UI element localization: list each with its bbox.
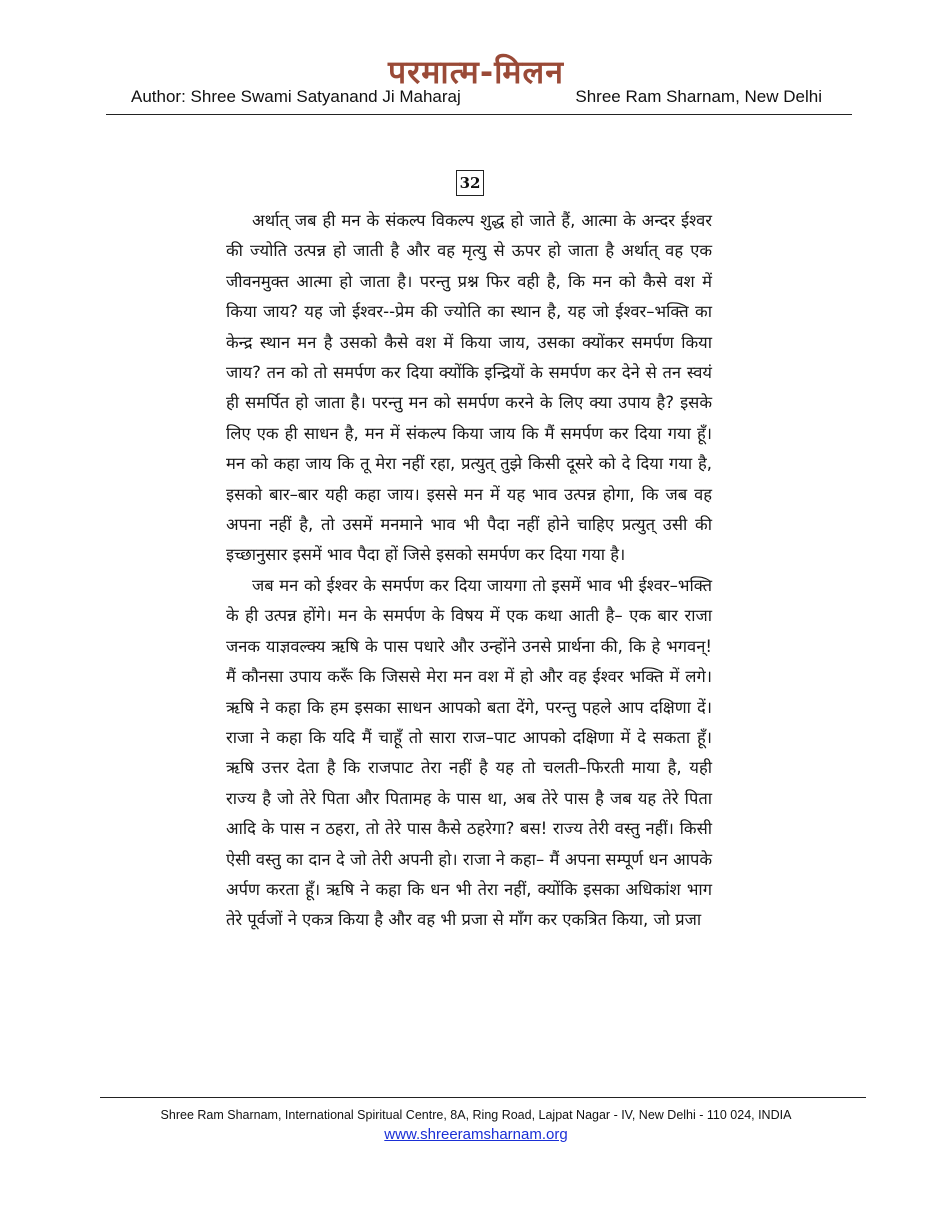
- book-title: परमात्म-मिलन: [388, 53, 564, 91]
- page-number: 32: [456, 170, 484, 196]
- author-line: Author: Shree Swami Satyanand Ji Maharaj: [131, 87, 461, 106]
- publisher-line: Shree Ram Sharnam, New Delhi: [575, 87, 822, 106]
- paragraph-1: अर्थात् जब ही मन के संकल्प विकल्प शुद्ध हो जाते हैं, आत्मा के अन्दर ईश्वर की ज्योति उत्पन्न हो जाती है और वह मृत्यु से ऊपर हो जाता है अर्थात् वह एक जीवनमुक्त आत्मा हो जाता है। परन्तु प्रश्न फिर वही है, कि मन को कैसे वश में किया जाय? यह जो ईश्वर--प्रेम की ज्योति का स्थान है, यह जो ईश्वर–भक्ति का केन्द्र स्थान मन है उसको कैसे वश में किया जाय, उसका क्योंकर समर्पण किया जाय? तन को तो समर्पण कर दिया क्योंकि इन्द्रियों के समर्पण कर देने से तन स्वयं ही समर्पित हो जाता है। परन्तु मन को समर्पण करने के लिए क्या उपाय है? इसके लिए एक ही साधन है, मन में संकल्प किया जाय कि मैं समर्पण कर दिया गया हूँ। मन को कहा जाय कि तू मेरा नहीं रहा, प्रत्युत् तुझे किसी दूसरे को दे दिया गया है, इसको बार–बार यही कहा जाय। इससे मन में यह भाव उत्पन्न होगा, कि जब वह अपना नहीं है, तो उसमें मनमाने भाव भी पैदा नहीं होने चाहिए प्रत्युत् उसी की इच्छानुसार इसमें भाव पैदा हों जिसे इसको समर्पण कर दिया गया है।: [226, 211, 712, 565]
- footer-address: Shree Ram Sharnam, International Spiritual Centre, 8A, Ring Road, Lajpat Nagar - IV, New Delhi - 110 024, INDIA: [160, 1108, 792, 1122]
- footer-divider: [100, 1097, 866, 1098]
- website-link[interactable]: www.shreeramsharnam.org: [384, 1126, 568, 1143]
- paragraph-2: जब मन को ईश्वर के समर्पण कर दिया जायगा तो इसमें भाव भी ईश्वर–भक्ति के ही उत्पन्न होंगे। मन के समर्पण के विषय में एक कथा आती है– एक बार राजा जनक याज्ञवल्क्य ऋषि के पास पधारे और उन्होंने उनसे प्रार्थना की, कि हे भगवन्! मैं कौनसा उपाय करूँ कि जिससे मेरा मन वश में हो और वह ईश्वर भक्ति में लगे। ऋषि ने कहा कि हम इसका साधन आपको बता देंगे, परन्तु पहले आप दक्षिणा दें। राजा ने कहा कि यदि मैं चाहूँ तो सारा राज–पाट आपको दक्षिणा में दे सकता हूँ। ऋषि उत्तर देता है कि राजपाट तेरा नहीं है यह तो चलती–फिरती माया है, यही राज्य है जो तेरे पिता और पितामह के पास था, अब तेरे पास है जब यह तेरे पिता आदि के पास न ठहरा, तो तेरे पास कैसे ठहरेगा? बस! राज्य तेरी वस्तु नहीं। किसी ऐसी वस्तु का दान दे जो तेरी अपनी हो। राजा ने कहा– मैं अपना सम्पूर्ण धन आपके अर्पण करता हूँ। ऋषि ने कहा कि धन भी तेरा नहीं, क्योंकि इसका अधिकांश भाग तेरे पूर्वजों ने एकत्र किया है और वह भी प्रजा से माँग कर एकत्रित किया, जो प्रजा: [226, 575, 712, 930]
- body-text: [226, 206, 712, 936]
- header-divider: [106, 114, 852, 115]
